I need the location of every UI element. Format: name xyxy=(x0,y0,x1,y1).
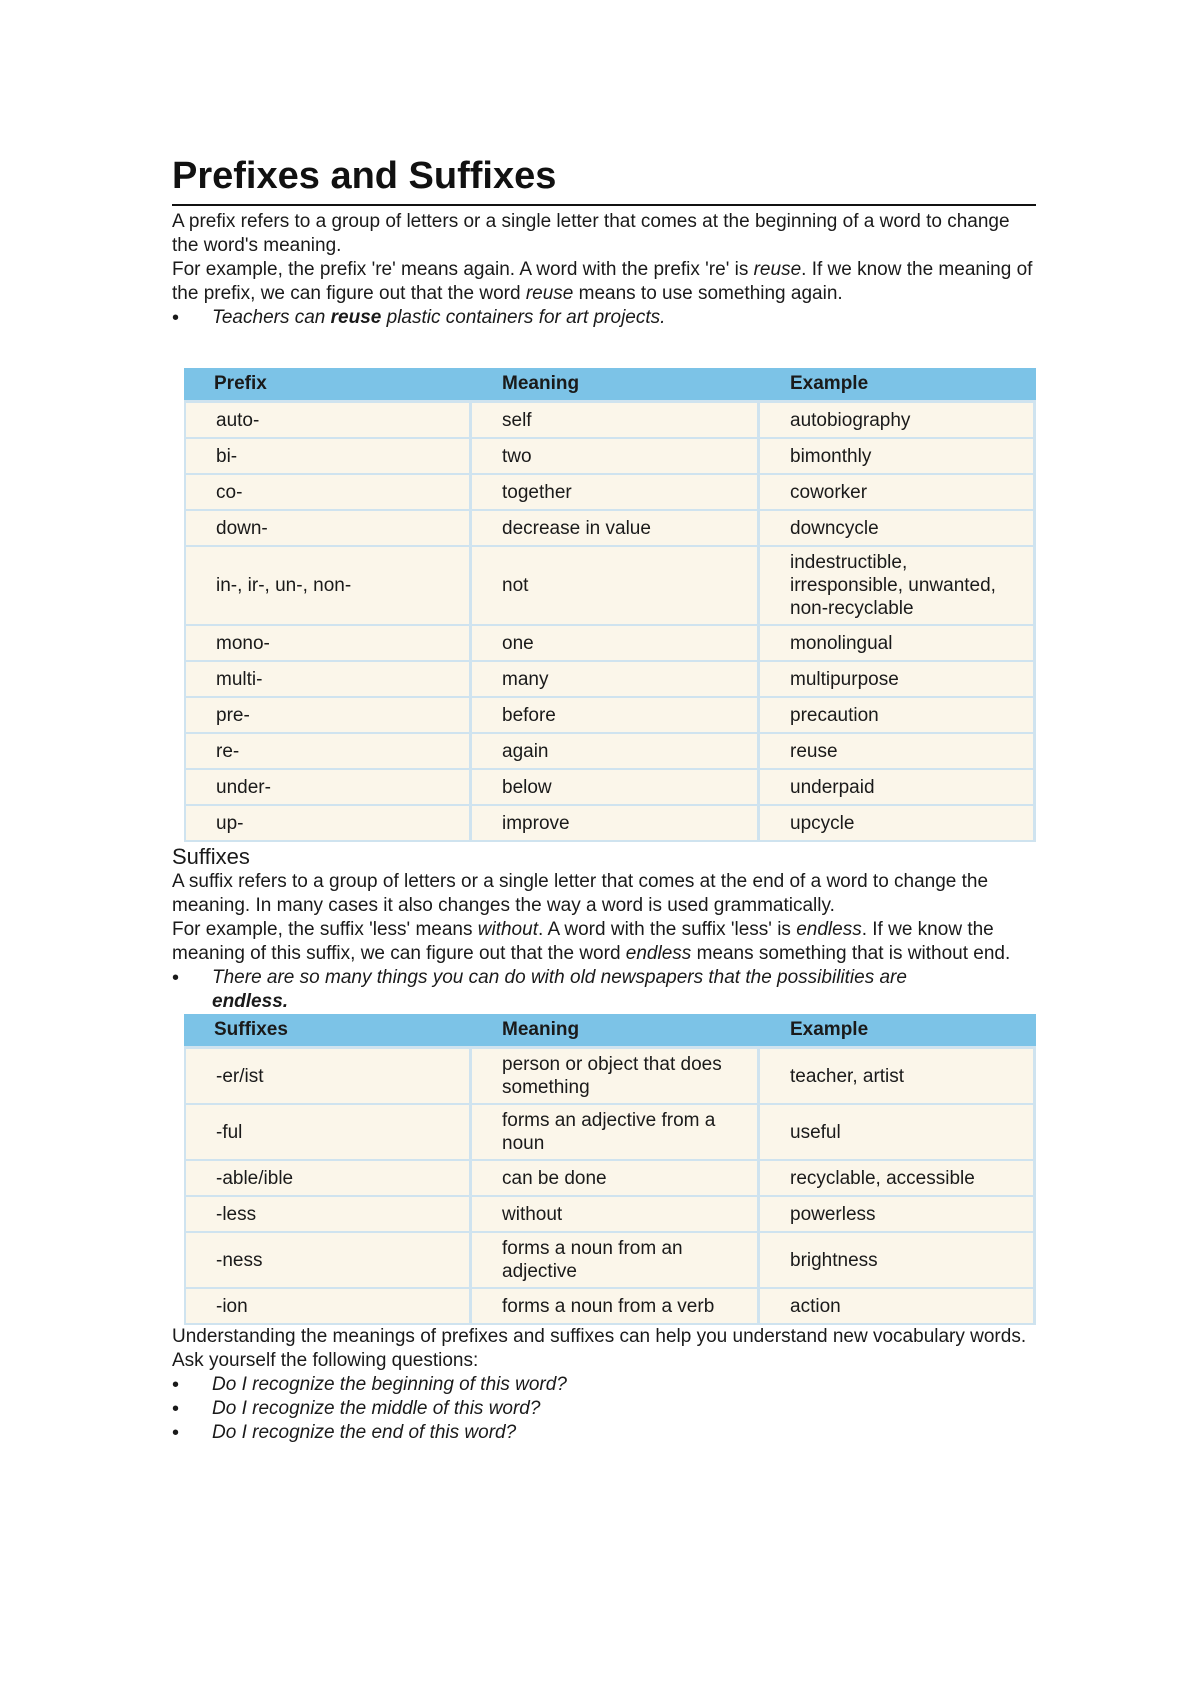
table-cell: -ion xyxy=(184,1289,472,1325)
table-cell: -ful xyxy=(184,1105,472,1161)
suffix-example-list xyxy=(172,966,1036,1014)
table-cell: in-, ir-, un-, non- xyxy=(184,547,472,626)
table-cell: co- xyxy=(184,475,472,511)
table-cell: pre- xyxy=(184,698,472,734)
table-cell: bimonthly xyxy=(760,439,1036,475)
table-cell: downcycle xyxy=(760,511,1036,547)
table-cell: indestructible, irresponsible, unwanted, non-recyclable xyxy=(760,547,1036,626)
column-header-prefix: Prefix xyxy=(184,368,472,403)
prefix-explanation xyxy=(172,258,1036,306)
table-cell: upcycle xyxy=(760,806,1036,842)
table-cell: autobiography xyxy=(760,403,1036,439)
italic-word: endless xyxy=(796,919,862,940)
table-cell: -able/ible xyxy=(184,1161,472,1197)
table-row xyxy=(184,1105,1036,1161)
table-row xyxy=(184,1233,1036,1289)
table-cell: below xyxy=(472,770,760,806)
text-run: For example, the suffix 'less' means xyxy=(172,919,478,940)
table-cell: without xyxy=(472,1197,760,1233)
table-cell: forms an adjective from a noun xyxy=(472,1105,760,1161)
table-cell: underpaid xyxy=(760,770,1036,806)
table-cell: one xyxy=(472,626,760,662)
table-cell: forms a noun from a verb xyxy=(472,1289,760,1325)
table-cell: mono- xyxy=(184,626,472,662)
questions-intro: Ask yourself the following questions: xyxy=(172,1350,479,1371)
prefix-example-sentence xyxy=(172,306,1036,330)
table-row xyxy=(184,439,1036,475)
table-row xyxy=(184,734,1036,770)
table-cell: re- xyxy=(184,734,472,770)
prefix-example-list xyxy=(172,306,1036,330)
table-row xyxy=(184,547,1036,626)
table-cell: under- xyxy=(184,770,472,806)
questions-list xyxy=(172,1373,1036,1445)
table-cell: monolingual xyxy=(760,626,1036,662)
table-cell: many xyxy=(472,662,760,698)
text-run: plastic containers for art projects. xyxy=(381,307,666,328)
suffixes-heading: Suffixes xyxy=(172,844,250,869)
table-cell: teacher, artist xyxy=(760,1049,1036,1105)
table-cell: precaution xyxy=(760,698,1036,734)
table-cell: can be done xyxy=(472,1161,760,1197)
table-row xyxy=(184,403,1036,439)
suffix-definition: A suffix refers to a group of letters or a single letter that comes at the end of a word to change the meaning. In many cases it also changes the way a word is used grammatically. xyxy=(172,871,989,916)
table-cell: multi- xyxy=(184,662,472,698)
table-cell: self xyxy=(472,403,760,439)
suffix-explanation xyxy=(172,918,1036,966)
table-cell: -er/ist xyxy=(184,1049,472,1105)
table-cell: person or object that does something xyxy=(472,1049,760,1105)
question-item: • Do I recognize the beginning of this word? xyxy=(172,1373,1036,1397)
text-run: means something that is without end. xyxy=(691,943,1011,964)
prefix-table xyxy=(184,368,1036,842)
table-row xyxy=(184,1197,1036,1233)
table-cell: up- xyxy=(184,806,472,842)
column-header-meaning: Meaning xyxy=(472,1014,760,1049)
table-cell: forms a noun from an adjective xyxy=(472,1233,760,1289)
table-cell: reuse xyxy=(760,734,1036,770)
question-item: • Do I recognize the middle of this word? xyxy=(172,1397,1036,1421)
italic-word: reuse xyxy=(753,259,802,280)
suffix-table xyxy=(184,1014,1036,1325)
text-run: There are so many things you can do with old newspapers that the possibilities are xyxy=(212,967,907,988)
table-row xyxy=(184,662,1036,698)
table-cell: again xyxy=(472,734,760,770)
table-header-row xyxy=(184,1014,1036,1049)
column-header-suffixes: Suffixes xyxy=(184,1014,472,1049)
document-page xyxy=(172,150,1036,1445)
suffix-example-sentence xyxy=(172,966,1036,1014)
column-header-meaning: Meaning xyxy=(472,368,760,403)
column-header-example: Example xyxy=(760,1014,1036,1049)
table-cell: two xyxy=(472,439,760,475)
bold-word: endless. xyxy=(212,991,289,1012)
table-row xyxy=(184,770,1036,806)
table-row xyxy=(184,698,1036,734)
page-title: Prefixes and Suffixes xyxy=(172,150,1036,206)
table-cell: brightness xyxy=(760,1233,1036,1289)
table-row xyxy=(184,626,1036,662)
table-cell: -ness xyxy=(184,1233,472,1289)
table-cell: multipurpose xyxy=(760,662,1036,698)
prefix-table-body xyxy=(184,403,1036,842)
table-cell: bi- xyxy=(184,439,472,475)
table-cell: -less xyxy=(184,1197,472,1233)
table-cell: recyclable, accessible xyxy=(760,1161,1036,1197)
table-cell: auto- xyxy=(184,403,472,439)
table-row xyxy=(184,1289,1036,1325)
bold-word: reuse xyxy=(330,307,382,328)
table-cell: action xyxy=(760,1289,1036,1325)
table-cell: useful xyxy=(760,1105,1036,1161)
text-run: means to use something again. xyxy=(573,283,843,304)
table-row xyxy=(184,806,1036,842)
table-row xyxy=(184,511,1036,547)
text-run: Teachers can xyxy=(212,307,331,328)
table-cell: not xyxy=(472,547,760,626)
table-cell: improve xyxy=(472,806,760,842)
text-run: . If we know the meaning of this suffix, we can figure out that the word xyxy=(172,919,994,964)
italic-word: reuse xyxy=(525,283,574,304)
table-row xyxy=(184,1161,1036,1197)
question-item: • Do I recognize the end of this word? xyxy=(172,1421,1036,1445)
table-cell: down- xyxy=(184,511,472,547)
suffix-table-body xyxy=(184,1049,1036,1325)
table-cell: decrease in value xyxy=(472,511,760,547)
table-cell: powerless xyxy=(760,1197,1036,1233)
italic-word: endless xyxy=(625,943,692,964)
table-cell: coworker xyxy=(760,475,1036,511)
table-row xyxy=(184,475,1036,511)
column-header-example: Example xyxy=(760,368,1036,403)
table-cell: before xyxy=(472,698,760,734)
table-header-row xyxy=(184,368,1036,403)
text-run: . A word with the suffix 'less' is xyxy=(537,919,797,940)
text-run: . If we know the meaning of the prefix, we can figure out that the word xyxy=(172,259,1033,304)
closing-paragraph: Understanding the meanings of prefixes and suffixes can help you understand new vocabulary words. xyxy=(172,1326,1027,1347)
table-row xyxy=(184,1049,1036,1105)
italic-word: without xyxy=(477,919,538,940)
text-run: For example, the prefix 're' means again. A word with the prefix 're' is xyxy=(172,259,754,280)
table-cell: together xyxy=(472,475,760,511)
prefix-definition: A prefix refers to a group of letters or a single letter that comes at the beginning of a word to change the word's meaning. xyxy=(172,211,1010,256)
